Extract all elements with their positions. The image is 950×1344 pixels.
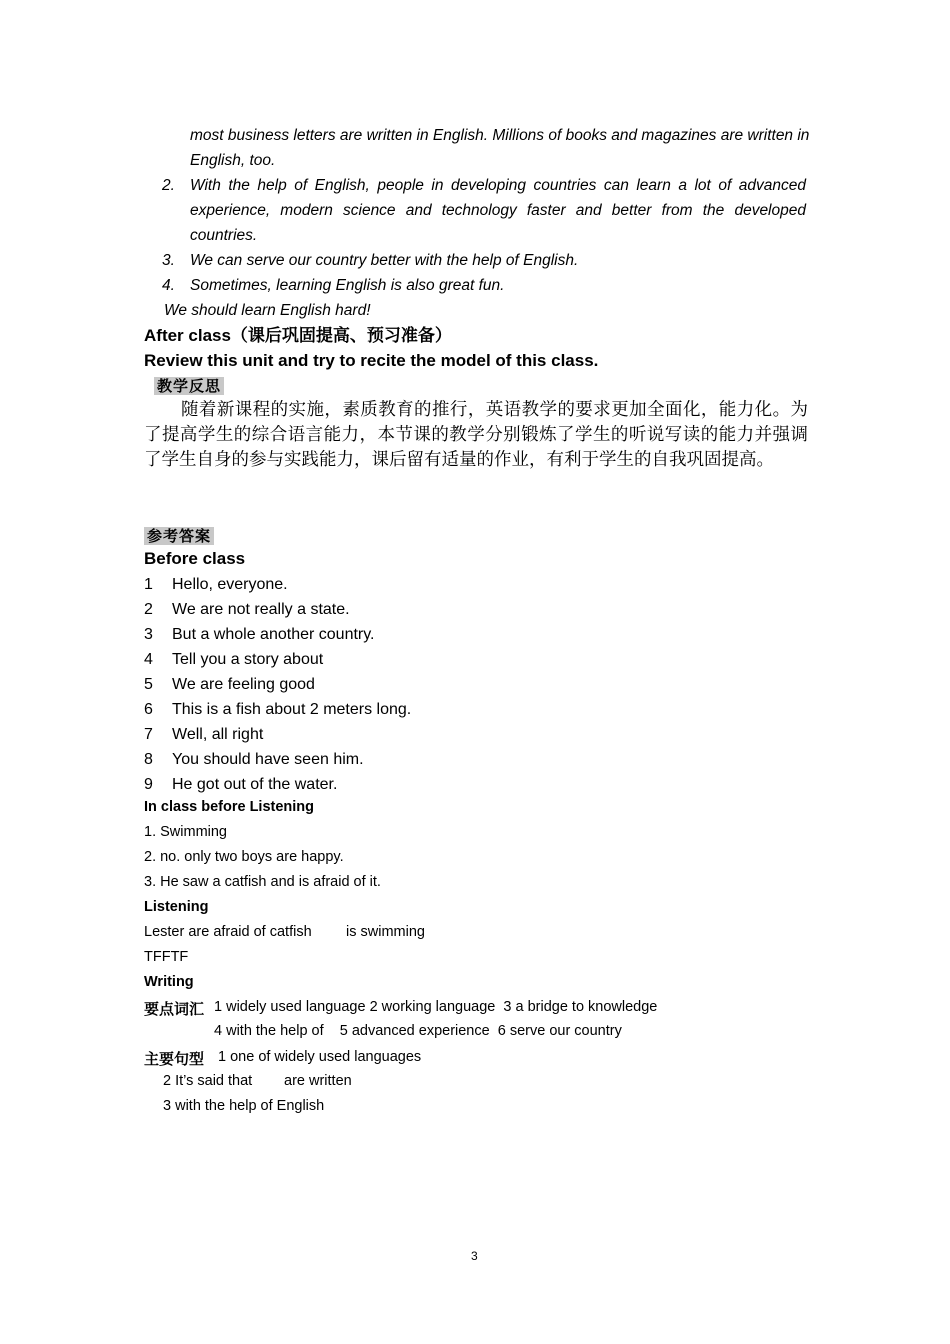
list-item: He got out of the water. xyxy=(172,776,338,793)
list-item: We are not really a state. xyxy=(172,601,350,618)
reason-text: With the help of English, people in developing countries can learn a lot of advanced experience, modern science and technology faster and better from the developed countries. xyxy=(190,177,806,244)
list-item-number: 8 xyxy=(144,751,153,768)
pattern-line-2b: are written xyxy=(284,1073,352,1089)
vocab-label: 要点词汇 xyxy=(144,1000,205,1018)
list-item: You should have seen him. xyxy=(172,751,364,768)
answers-heading-label: 参考答案 xyxy=(144,527,214,545)
list-item: 3. He saw a catfish and is afraid of it. xyxy=(144,874,381,890)
reason-number: 2. xyxy=(162,177,175,194)
reason-1-continuation-line-2: English, too. xyxy=(190,152,276,169)
list-item: We are feeling good xyxy=(172,676,315,693)
listening-true-false: TFFTF xyxy=(144,949,189,965)
listening-answer-a: Lester are afraid of catfish xyxy=(144,924,312,940)
pattern-line-3: 3 with the help of English xyxy=(163,1098,325,1114)
reflection-heading xyxy=(154,375,224,396)
listening-title: Listening xyxy=(144,899,209,915)
conclusion: We should learn English hard! xyxy=(164,302,371,319)
reason-1-continuation-line-1: most business letters are written in English. Millions of books and magazines are written in xyxy=(190,127,810,144)
reason-text: Sometimes, learning English is also great fun. xyxy=(190,277,505,294)
list-item: Well, all right xyxy=(172,726,264,743)
reason-text: We can serve our country better with the help of English. xyxy=(190,252,579,269)
reflection-heading-label: 教学反思 xyxy=(154,377,224,395)
answers-heading xyxy=(144,525,214,546)
list-item-number: 5 xyxy=(144,676,153,693)
list-item-number: 1 xyxy=(144,576,153,593)
after-class-task: Review this unit and try to recite the model of this class. xyxy=(144,351,599,370)
list-item-number: 3 xyxy=(144,626,153,643)
list-item-number: 9 xyxy=(144,776,153,793)
list-item-number: 6 xyxy=(144,701,153,718)
reflection-body: 随着新课程的实施，素质教育的推行，英语教学的要求更加全面化，能力化。为了提高学生的综合语言能力，本节课的教学分别锻炼了学生的听说写读的能力并强调了学生自身的参与实践能力，课后留有适量的作业，有利于学生的自我巩固提高。 xyxy=(144,400,808,470)
list-item: 1. Swimming xyxy=(144,824,227,840)
before-class-title: Before class xyxy=(144,549,246,568)
pattern-line-1: 1 one of widely used languages xyxy=(218,1049,422,1065)
listening-answer-b: is swimming xyxy=(346,924,425,940)
vocab-line-2: 4 with the help of 5 advanced experience 6 serve our country xyxy=(214,1023,622,1039)
list-item: Hello, everyone. xyxy=(172,576,288,593)
list-item: 2. no. only two boys are happy. xyxy=(144,849,344,865)
list-item-number: 7 xyxy=(144,726,153,743)
page-number: 3 xyxy=(471,1249,478,1263)
reason-number: 3. xyxy=(162,252,175,269)
pattern-label: 主要句型 xyxy=(144,1050,205,1068)
in-class-title: In class before Listening xyxy=(144,799,315,815)
list-item-number: 2 xyxy=(144,601,153,618)
pattern-line-2a: 2 It’s said that xyxy=(163,1073,253,1089)
list-item: This is a fish about 2 meters long. xyxy=(172,701,412,718)
list-item: But a whole another country. xyxy=(172,626,375,643)
list-item-number: 4 xyxy=(144,651,153,668)
after-class-title: After class（课后巩固提高、预习准备） xyxy=(144,326,452,345)
vocab-line-1: 1 widely used language 2 working language 3 a bridge to knowledge xyxy=(214,999,658,1015)
writing-title: Writing xyxy=(144,974,194,990)
reason-number: 4. xyxy=(162,277,175,294)
list-item: Tell you a story about xyxy=(172,651,324,668)
